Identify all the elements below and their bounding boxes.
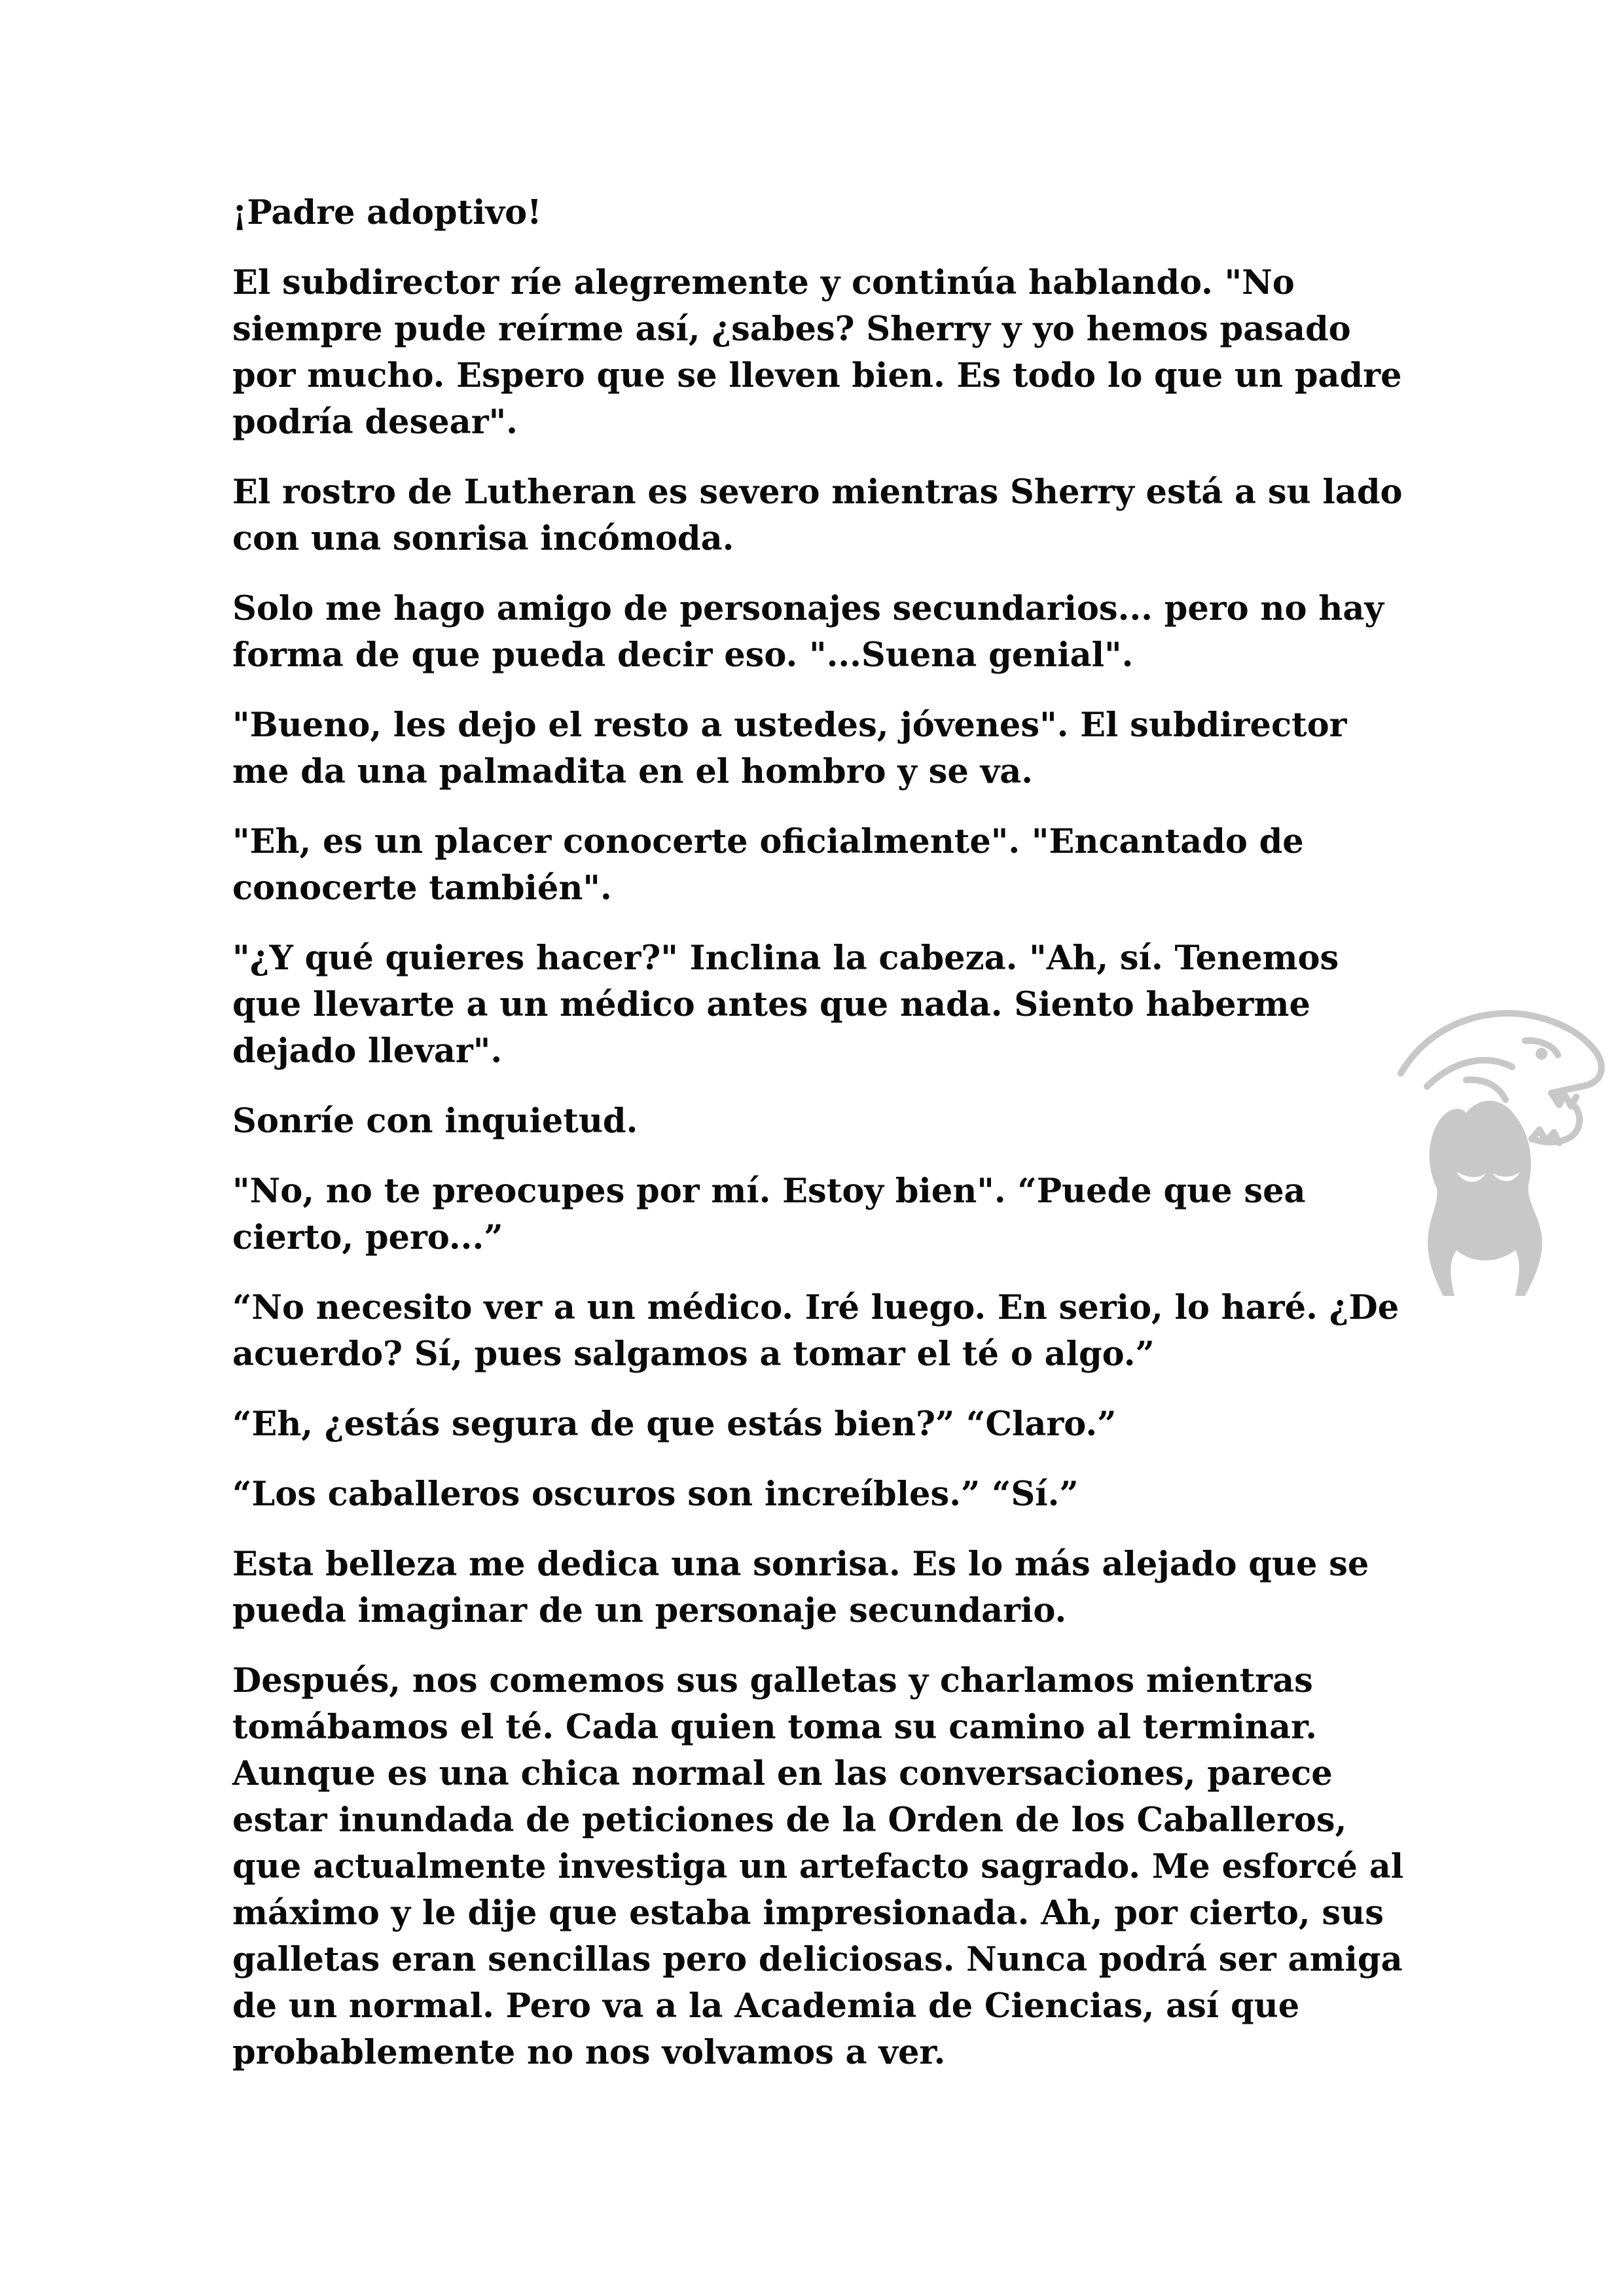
- hooded-figure-icon: [1428, 1101, 1542, 1296]
- body-text: [232, 190, 1404, 2100]
- paragraph: "No, no te preocupes por mí. Estoy bien". “Puede que sea cierto, pero...”: [232, 1172, 1306, 1257]
- paragraph: Después, nos comemos sus galletas y charlamos mientras tomábamos el té. Cada quien toma su camino al terminar. Aunque es una chica normal en las conversaciones, parece estar inundada de peticiones de la Orden de los Caballeros, que actualmente investiga un artefacto sagrado. Me esforcé al máximo y le dije que estaba impresionada. Ah, por cierto, sus galletas eran sencillas pero deliciosas. Nunca podrá ser amiga de un normal. Pero va a la Academia de Ciencias, así que probablemente no nos volvamos a ver.: [232, 1661, 1404, 2072]
- paragraph: "Bueno, les dejo el resto a ustedes, jóvenes". El subdirector me da una palmadita en el hombro y se va.: [232, 706, 1347, 791]
- paragraph: El subdirector ríe alegremente y continúa hablando. "No siempre pude reírme así, ¿sabes? Sherry y yo hemos pasado por mucho. Espero que se lleven bien. Es todo lo que un padre podría desear".: [232, 263, 1402, 442]
- paragraph: Sonríe con inquietud.: [232, 1102, 638, 1141]
- paragraph: ¡Padre adoptivo!: [232, 193, 542, 232]
- paragraph: “Eh, ¿estás segura de que estás bien?” “Claro.”: [232, 1405, 1117, 1444]
- paragraph: "¿Y qué quieres hacer?" Inclina la cabeza. "Ah, sí. Tenemos que llevarte a un médico antes que nada. Siento haberme dejado llevar".: [232, 939, 1339, 1071]
- paragraph: "Eh, es un placer conocerte oficialmente". "Encantado de conocerte también".: [232, 822, 1304, 908]
- paragraph: “No necesito ver a un médico. Iré luego. En serio, lo haré. ¿De acuerdo? Sí, pues salgamos a tomar el té o algo.”: [232, 1288, 1399, 1374]
- paragraph: “Los caballeros oscuros son increíbles.” “Sí.”: [232, 1475, 1079, 1514]
- paragraph: Solo me hago amigo de personajes secundarios... pero no hay forma de que pueda decir eso. "...Suena genial".: [232, 589, 1384, 675]
- paragraph: Esta belleza me dedica una sonrisa. Es lo más alejado que se pueda imaginar de un personaje secundario.: [232, 1545, 1369, 1630]
- paragraph: El rostro de Lutheran es severo mientras Sherry está a su lado con una sonrisa incómoda.: [232, 473, 1403, 558]
- dinosaur-logo-icon: [1388, 982, 1610, 1302]
